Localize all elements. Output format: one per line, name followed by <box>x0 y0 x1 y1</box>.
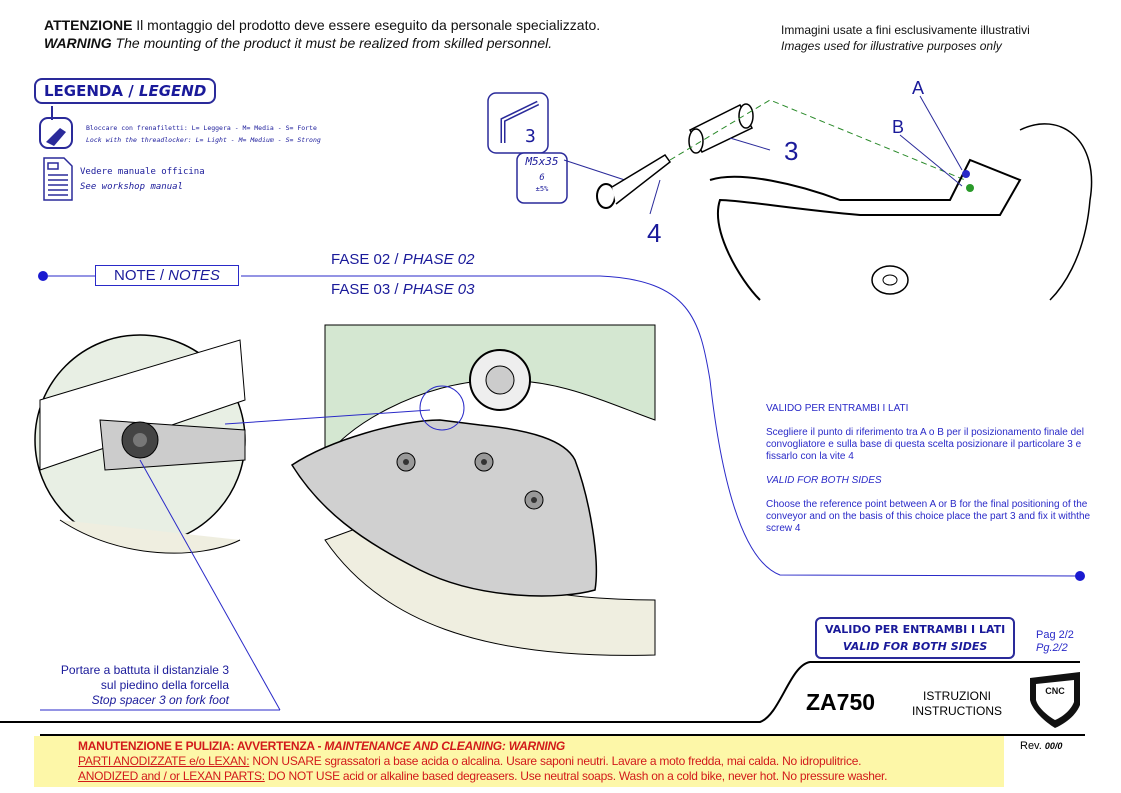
legend-title-en: LEGEND <box>138 82 207 100</box>
instructions-body-en: Choose the reference point between A or B for the final positioning of the conveyor and on the basis of this choice place the part 3 and fix it withthe screw 4 <box>766 499 1091 534</box>
instructions-en: INSTRUCTIONS <box>912 704 1002 718</box>
spacer-part-3 <box>689 104 753 153</box>
maintenance-title-en: MAINTENANCE AND CLEANING: WARNING <box>324 739 565 753</box>
part-3-label: 3 <box>784 136 799 166</box>
point-a-label: A <box>912 78 925 98</box>
phase02-it: FASE 02 / <box>331 251 403 268</box>
revision <box>1020 740 1062 752</box>
valid-both-sides-box <box>815 617 1015 659</box>
maintenance-warning <box>34 736 1004 787</box>
manual-legend <box>80 165 205 195</box>
page-en: Pg.2/2 <box>1036 642 1068 654</box>
phase03-it: FASE 03 / <box>331 281 403 298</box>
torque-value: 6 <box>539 173 545 183</box>
revision-label: Rev. <box>1020 740 1045 752</box>
warning-text: The mounting of the product it must be realized from skilled personnel. <box>111 35 553 51</box>
instructions-title-it: VALIDO PER ENTRAMBI I LATI <box>766 403 909 414</box>
warning-label: WARNING <box>44 35 112 51</box>
instructions-body-it: Scegliere il punto di riferimento tra A o B per il posizionamento finale del convogliatore e sulla base di questa scelta posizionare il particolare 3 e fissarlo con la vite 4 <box>766 427 1084 462</box>
attention-text: Il montaggio del prodotto deve essere eseguito da personale specializzato. <box>132 17 601 33</box>
workshop-manual-icon <box>44 158 72 200</box>
notes-it: NOTE / <box>114 267 169 284</box>
hex-key-icon <box>488 93 548 153</box>
maintenance-en-label: ANODIZED and / or LEXAN PARTS: <box>78 769 265 783</box>
product-code: ZA750 <box>806 689 876 715</box>
spacer-callout <box>40 663 229 708</box>
callout-line3: Stop spacer 3 on fork foot <box>91 693 229 707</box>
threadlocker-legend <box>86 122 321 146</box>
torque-tolerance: ±5% <box>535 185 549 193</box>
cnc-racing-logo <box>1030 672 1080 728</box>
point-b-marker <box>966 184 974 192</box>
revision-value: 00/0 <box>1044 741 1063 751</box>
phase02-en: PHASE 02 <box>402 251 475 268</box>
wheel-illustration <box>292 325 655 655</box>
manual-en: See workshop manual <box>80 182 183 192</box>
svg-text:CNC: CNC <box>1045 686 1065 696</box>
valid-en: VALID FOR BOTH SIDES <box>842 640 988 653</box>
notes-label <box>95 265 239 286</box>
images-en: Images used for illustrative purposes only <box>781 39 1002 53</box>
screw-spec <box>517 156 567 195</box>
maintenance-it-text: NON USARE sgrassatori a base acida o alcalina. Usare saponi neutri. Lavare a moto fredda, mai calda. No idropulitrice. <box>249 754 862 768</box>
point-a-marker <box>962 170 970 178</box>
threadlocker-it: Bloccare con frenafiletti: L= Leggera - M= Media - S= Forte <box>86 124 317 132</box>
legend-title <box>34 78 216 104</box>
phase-02-label <box>331 251 474 268</box>
phase-03-label <box>331 281 474 298</box>
screw-size: M5x35 <box>525 155 559 168</box>
key-size: 3 <box>525 126 536 147</box>
detail-magnifier <box>35 335 245 553</box>
maintenance-it-label: PARTI ANODIZZATE e/o LEXAN: <box>78 754 250 768</box>
instructions-it: ISTRUZIONI <box>923 689 991 703</box>
phase03-en: PHASE 03 <box>402 281 475 298</box>
notes-en: NOTES <box>168 267 220 284</box>
part-4-label: 4 <box>647 218 662 248</box>
legend-title-it: LEGENDA / <box>44 82 139 100</box>
maintenance-title-it: MANUTENZIONE E PULIZIA: AVVERTENZA - <box>78 739 325 753</box>
attention-label: ATTENZIONE <box>44 17 133 33</box>
point-b-label: B <box>892 117 905 137</box>
instructions-text <box>766 403 1096 535</box>
instructions-heading <box>912 689 1002 719</box>
page-it: Pag 2/2 <box>1036 629 1074 641</box>
callout-line1: Portare a battuta il distanziale 3 <box>60 663 229 677</box>
threadlocker-icon <box>40 118 72 148</box>
page-number <box>1036 629 1074 655</box>
maintenance-en-text: DO NOT USE acid or alkaline based degreasers. Use neutral soaps. Wash on a cold bike, never hot. No pressure washer. <box>264 769 888 783</box>
images-it: Immagini usate a fini esclusivamente illustrativi <box>781 23 1030 37</box>
valid-it: VALIDO PER ENTRAMBI I LATI <box>825 623 1006 636</box>
instructions-title-en: VALID FOR BOTH SIDES <box>766 475 882 486</box>
manual-it: Vedere manuale officina <box>80 167 205 177</box>
threadlocker-en: Lock with the threadlocker: L= Light - M= Medium - S= Strong <box>86 136 321 144</box>
callout-line2: sul piedino della forcella <box>100 678 229 692</box>
